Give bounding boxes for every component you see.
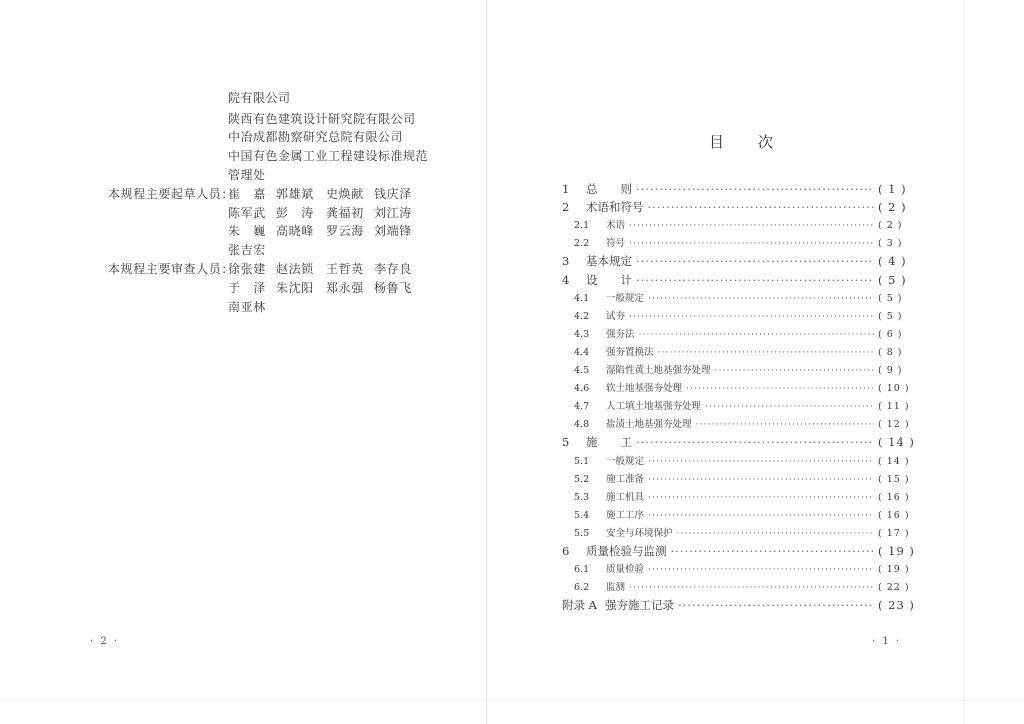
drafter-name: 刘江涛: [374, 206, 412, 220]
toc-entry-page: ( 8 ): [878, 346, 903, 358]
toc-entry-number: 1: [562, 182, 570, 196]
dot-leader: [636, 273, 874, 287]
reviewers-label: 本规程主要审查人员：: [108, 262, 235, 276]
toc-entry-number: 5.5: [574, 527, 590, 539]
toc-entry-label: 施 工: [586, 435, 632, 450]
toc-entry-number: 5.4: [574, 509, 590, 521]
org-line: 中冶成都勘察研究总院有限公司: [228, 130, 404, 144]
reviewer-name: 杨鲁飞: [374, 281, 412, 295]
toc-entry-page: ( 3 ): [878, 238, 903, 250]
dot-leader: [686, 383, 874, 394]
toc-entry-page: ( 12 ): [878, 419, 910, 431]
right-page: [487, 0, 963, 724]
toc-entry-number: 5: [562, 435, 570, 450]
toc-entry-number: 附录 A: [562, 598, 597, 613]
toc-entry-label: 湿陷性黄土地基强夯处理: [606, 365, 711, 376]
toc-entry-label: 安全与环境保护: [606, 527, 673, 539]
toc-entry: [562, 507, 912, 523]
reviewer-name: 郑永强: [326, 281, 364, 295]
toc-entry-page: ( 14 ): [878, 435, 915, 450]
toc-entry: [562, 235, 912, 251]
toc-entry-number: 6.2: [574, 582, 590, 594]
toc-entry-page: ( 9 ): [878, 365, 903, 376]
toc-entry-number: 2.2: [574, 238, 590, 250]
dot-leader: [705, 401, 874, 412]
toc-entry-number: 4.5: [574, 365, 590, 376]
dot-leader: [648, 510, 874, 521]
toc-entry-label: 质量检验: [606, 564, 645, 576]
toc-entry-number: 6.1: [574, 564, 590, 576]
toc-entry-number: 4.7: [574, 401, 590, 413]
toc-entry-number: 5.3: [574, 491, 590, 503]
drafters-label: 本规程主要起草人员：: [108, 187, 235, 201]
toc-entry-number: 4.4: [574, 346, 590, 358]
toc-entry-number: 5.2: [574, 473, 590, 485]
dot-leader: [696, 419, 874, 430]
toc-entry-page: ( 10 ): [878, 383, 910, 395]
page-number: · 2 ·: [90, 636, 120, 647]
dot-leader: [639, 329, 874, 340]
toc-entry: [562, 597, 915, 613]
toc-entry-page: ( 1 ): [878, 182, 907, 196]
toc-entry-label: 术语和符号: [586, 200, 644, 215]
org-line: 管理处: [228, 168, 266, 182]
toc-entry-label: 强夯法: [606, 328, 635, 340]
toc-entry-number: 4: [562, 272, 570, 287]
toc-entry-label: 施工工序: [606, 509, 645, 521]
toc-entry-page: ( 23 ): [878, 598, 915, 613]
dot-leader: [648, 456, 874, 467]
toc-entry-number: 4.3: [574, 328, 590, 340]
dot-leader: [636, 182, 874, 196]
drafter-name: 崔 嘉: [228, 187, 266, 201]
reviewer-name: 赵法锁: [276, 262, 314, 276]
drafter-name: 罗云海: [326, 224, 364, 238]
dot-leader: [648, 293, 874, 304]
dot-leader: [629, 311, 874, 322]
dot-leader: [648, 474, 874, 485]
toc-entry-number: 2: [562, 200, 570, 215]
toc-entry-label: 设 计: [586, 272, 632, 287]
dot-leader: [629, 220, 874, 231]
toc-entry-page: ( 16 ): [878, 509, 910, 521]
dot-leader: [636, 435, 874, 449]
toc-entry-label: 符号: [606, 238, 626, 250]
toc-entry-page: ( 22 ): [878, 582, 910, 594]
toc-entry: [562, 253, 912, 269]
dot-leader: [636, 254, 874, 268]
toc-entry: [562, 217, 912, 233]
dot-leader: [648, 564, 874, 575]
toc-entry-page: ( 15 ): [878, 473, 910, 485]
toc-entry-page: ( 5 ): [878, 310, 903, 322]
toc-entry-page: ( 2 ): [878, 200, 907, 215]
toc-entry-label: 强夯置换法: [606, 346, 654, 358]
reviewer-name: 李存良: [374, 262, 412, 276]
toc-title: 目次: [709, 133, 808, 151]
org-line: 陕西有色建筑设计研究院有限公司: [228, 112, 416, 126]
toc-entry-page: ( 14 ): [878, 455, 910, 467]
page-number: · 1 ·: [872, 636, 902, 647]
toc-entry-page: ( 16 ): [878, 491, 910, 503]
toc-entry-page: ( 19 ): [878, 544, 915, 558]
toc-entry-label: 强夯施工记录: [604, 598, 674, 613]
toc-entry-label: 基本规定: [586, 254, 632, 269]
toc-entry-label: 监测: [606, 582, 626, 594]
org-line: 院有限公司: [228, 91, 291, 105]
drafter-name: 刘端锋: [374, 224, 412, 238]
toc-entry-number: 3: [562, 254, 570, 269]
toc-entry-page: ( 19 ): [878, 564, 910, 576]
reviewer-name: 朱沈阳: [276, 281, 314, 295]
drafter-name: 龚福初: [326, 206, 364, 220]
drafter-name: 高晓峰: [276, 224, 314, 238]
drafter-name: 陈军武: [228, 206, 266, 220]
toc-entry: [562, 344, 912, 360]
toc-entry-label: 盐渍土地基强夯处理: [606, 419, 692, 431]
toc-entry-label: 软土地基强夯处理: [606, 383, 683, 395]
toc-entry-label: 术语: [606, 220, 626, 232]
toc-entry: [562, 181, 912, 197]
dot-leader: [648, 492, 874, 503]
toc-entry: [562, 416, 912, 432]
toc-entry-number: 6: [562, 544, 570, 558]
toc-entry-number: 5.1: [574, 455, 590, 467]
dot-leader: [629, 238, 874, 249]
page-edge: [963, 0, 964, 724]
dot-leader: [671, 544, 875, 558]
toc-entry-number: 4.2: [574, 310, 590, 322]
drafter-name: 郭雄斌: [276, 187, 314, 201]
toc-entry: [562, 579, 912, 595]
drafter-name: 钱庆泽: [374, 187, 412, 201]
toc-entry-number: 2.1: [574, 220, 590, 232]
dot-leader: [715, 365, 874, 376]
toc-entry-label: 总 则: [586, 182, 632, 196]
dot-leader: [648, 200, 875, 214]
toc-entry: [562, 434, 915, 450]
reviewer-name: 南亚林: [228, 300, 266, 314]
dot-leader: [658, 347, 874, 358]
toc-entry-page: ( 2 ): [878, 220, 903, 232]
dot-leader: [677, 528, 874, 539]
toc-entry-number: 4.8: [574, 419, 590, 431]
toc-entry: [562, 308, 912, 324]
toc-entry-page: ( 5 ): [878, 272, 907, 287]
toc-entry-number: 4.6: [574, 383, 590, 395]
org-line: 中国有色金属工业工程建设标准规范: [228, 149, 429, 163]
reviewer-name: 于 泽: [228, 281, 266, 295]
toc-entry-label: 一般规定: [606, 455, 645, 467]
toc-entry: [562, 525, 912, 541]
toc-entry-page: ( 6 ): [878, 328, 903, 340]
toc-entry: [562, 272, 912, 288]
toc-entry-page: ( 5 ): [878, 292, 903, 304]
drafter-name: 张吉宏: [228, 243, 266, 257]
drafter-name: 彭 涛: [276, 206, 314, 220]
toc-entry: [562, 453, 912, 469]
toc-entry: [562, 326, 912, 342]
toc-entry-label: 施工机具: [606, 491, 645, 503]
left-page: [0, 0, 486, 724]
toc-entry-label: 人工填土地基强夯处理: [606, 401, 702, 413]
toc-entry-label: 一般规定: [606, 292, 645, 304]
toc-entry-number: 4.1: [574, 292, 590, 304]
reviewer-name: 王哲英: [326, 262, 364, 276]
drafter-name: 朱 巍: [228, 224, 266, 238]
toc-entry: [562, 362, 912, 378]
toc-entry-page: ( 17 ): [878, 527, 910, 539]
toc-entry-page: ( 4 ): [878, 254, 907, 269]
toc-entry: [562, 471, 912, 487]
dot-leader: [678, 598, 874, 612]
toc-entry-label: 施工准备: [606, 473, 645, 485]
toc-entry: [562, 561, 912, 577]
toc-entry-page: ( 11 ): [878, 401, 910, 413]
toc-entry-label: 试夯: [606, 310, 626, 322]
toc-entry: [562, 398, 912, 414]
toc-entry: [562, 543, 915, 559]
toc-entry: [562, 489, 912, 505]
toc-entry: [562, 290, 912, 306]
toc-entry: [562, 380, 912, 396]
reviewer-name: 徐张建: [228, 262, 266, 276]
drafter-name: 史焕献: [326, 187, 364, 201]
dot-leader: [629, 582, 874, 593]
toc-entry: [562, 199, 912, 215]
toc-entry-label: 质量检验与监测: [586, 544, 667, 558]
